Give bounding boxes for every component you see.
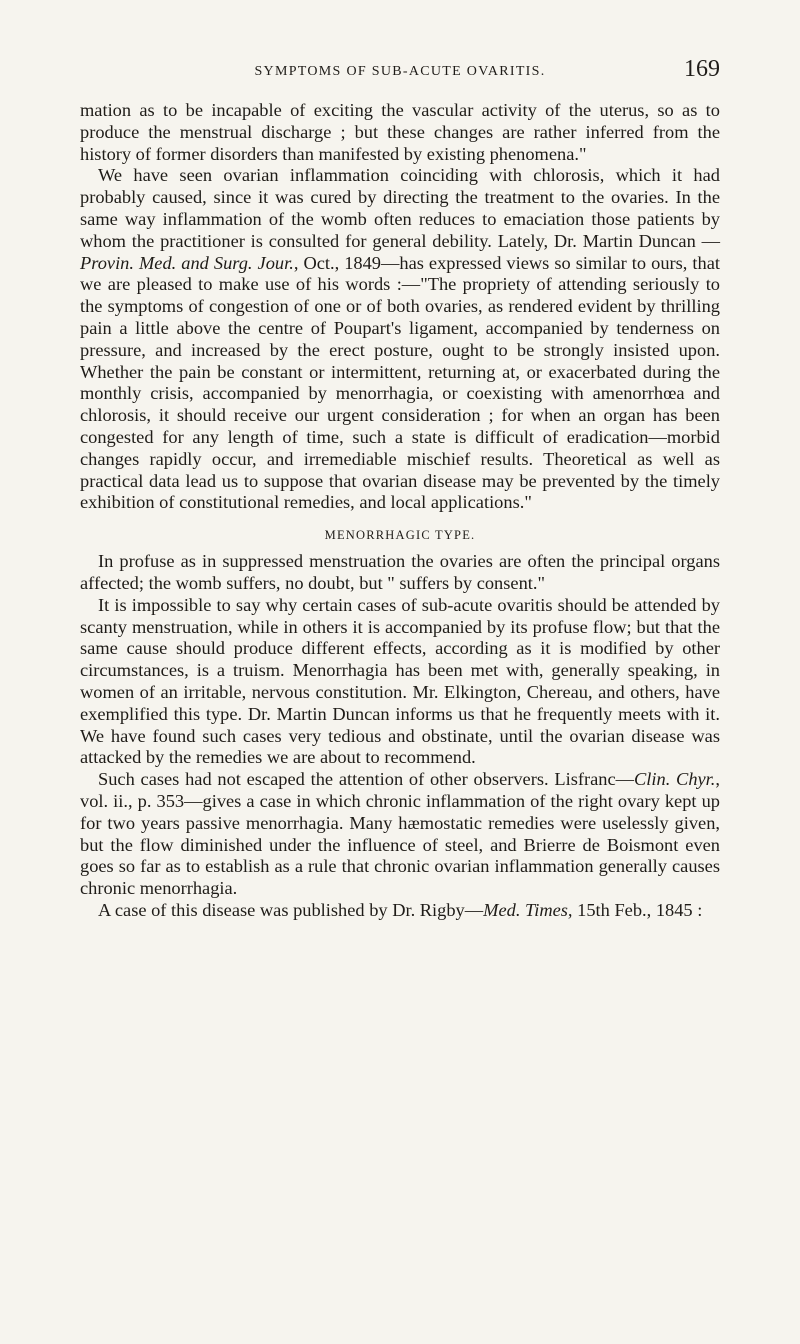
paragraph-5 [80, 769, 720, 900]
journal-citation: Clin. Chyr. [634, 769, 716, 790]
page-number: 169 [684, 56, 720, 82]
paragraph-6 [80, 900, 720, 922]
running-head [80, 56, 720, 86]
paragraph-5-text-a: Such cases had not escaped the attention of other observers. Lisfranc— [98, 769, 635, 790]
paragraph-6-text-a: A case of this disease was published by Dr. Rigby— [98, 899, 484, 920]
paragraph-3: In profuse as in suppressed menstruation the ovaries are often the principal organs affected; the womb suffers, no doubt, but " suffers by consent." [80, 551, 720, 593]
paragraph-6-text-b: 15th Feb., 1845 : [572, 899, 703, 920]
running-title: SYMPTOMS OF SUB-ACUTE OVARITIS. [254, 64, 546, 79]
journal-citation: Provin. Med. and Surg. Jour. [80, 252, 294, 273]
journal-citation: Med. Times, [483, 899, 573, 920]
paragraph-2-text-b: , Oct., 1849—has expressed views so similar to ours, that we are pleased to make use of his words :—"The propriety of attending seriously to the symptoms of congestion of one or of both ovaries, as rendered evident by thrilling pain a little above the centre of Poupart's ligament, accompanied by tenderness on pressure, and increased by the erect posture, ought to be strongly insisted upon. Whether the pain be constant or intermittent, returning at, or exacerbated during the monthly crisis, accompanied by menorrhagia, or coexisting with amenorrhœa and chlorosis, it should receive our urgent consideration ; for when an organ has been congested for any length of time, such a state is difficult of eradication—morbid changes rapidly occur, and irremediable mischief results. Theoretical as well as practical data lead us to suppose that ovarian disease may be prevented by the timely exhibition of constitutional remedies, and local applications." [80, 252, 720, 513]
text-body [80, 100, 720, 922]
section-heading: MENORRHAGIC TYPE. [324, 528, 476, 543]
paragraph-2 [80, 165, 720, 514]
paragraph-2-text-a: We have seen ovarian inflammation coinciding with chlorosis, which it had probably caused, since it was cured by directing the treatment to the ovaries. In the same way inflammation of the womb often reduces to emaciation those patients by whom the practitioner is consulted for general debility. Lately, Dr. Martin Duncan — [80, 165, 720, 251]
paragraph-1: mation as to be incapable of exciting the vascular activity of the uterus, so as to produce the menstrual discharge ; but these changes are rather inferred from the history of former disorders than manifested by existing phenomena." [80, 100, 720, 164]
paragraph-4: It is impossible to say why certain cases of sub-acute ovaritis should be attended by scanty menstruation, while in others it is accompanied by its profuse flow; but that the same cause should produce different effects, according as it is modified by other circumstances, is a truism. Menorrhagia has been met with, generally speaking, in women of an irritable, nervous constitution. Mr. Elkington, Chereau, and others, have exemplified this type. Dr. Martin Duncan informs us that he frequently meets with it. We have found such cases very tedious and obstinate, until the ovarian disease was attacked by the remedies we are about to recommend. [80, 594, 720, 768]
paragraph-5-text-b: , vol. ii., p. 353—gives a case in which chronic inflammation of the right ovary kept up for two years passive menorrhagia. Many hæmostatic remedies were uselessly given, but the flow diminished under the influence of steel, and Brierre de Boismont even goes so far as to establish as a rule that chronic ovarian inflammation generally causes chronic menorrhagia. [80, 769, 720, 899]
